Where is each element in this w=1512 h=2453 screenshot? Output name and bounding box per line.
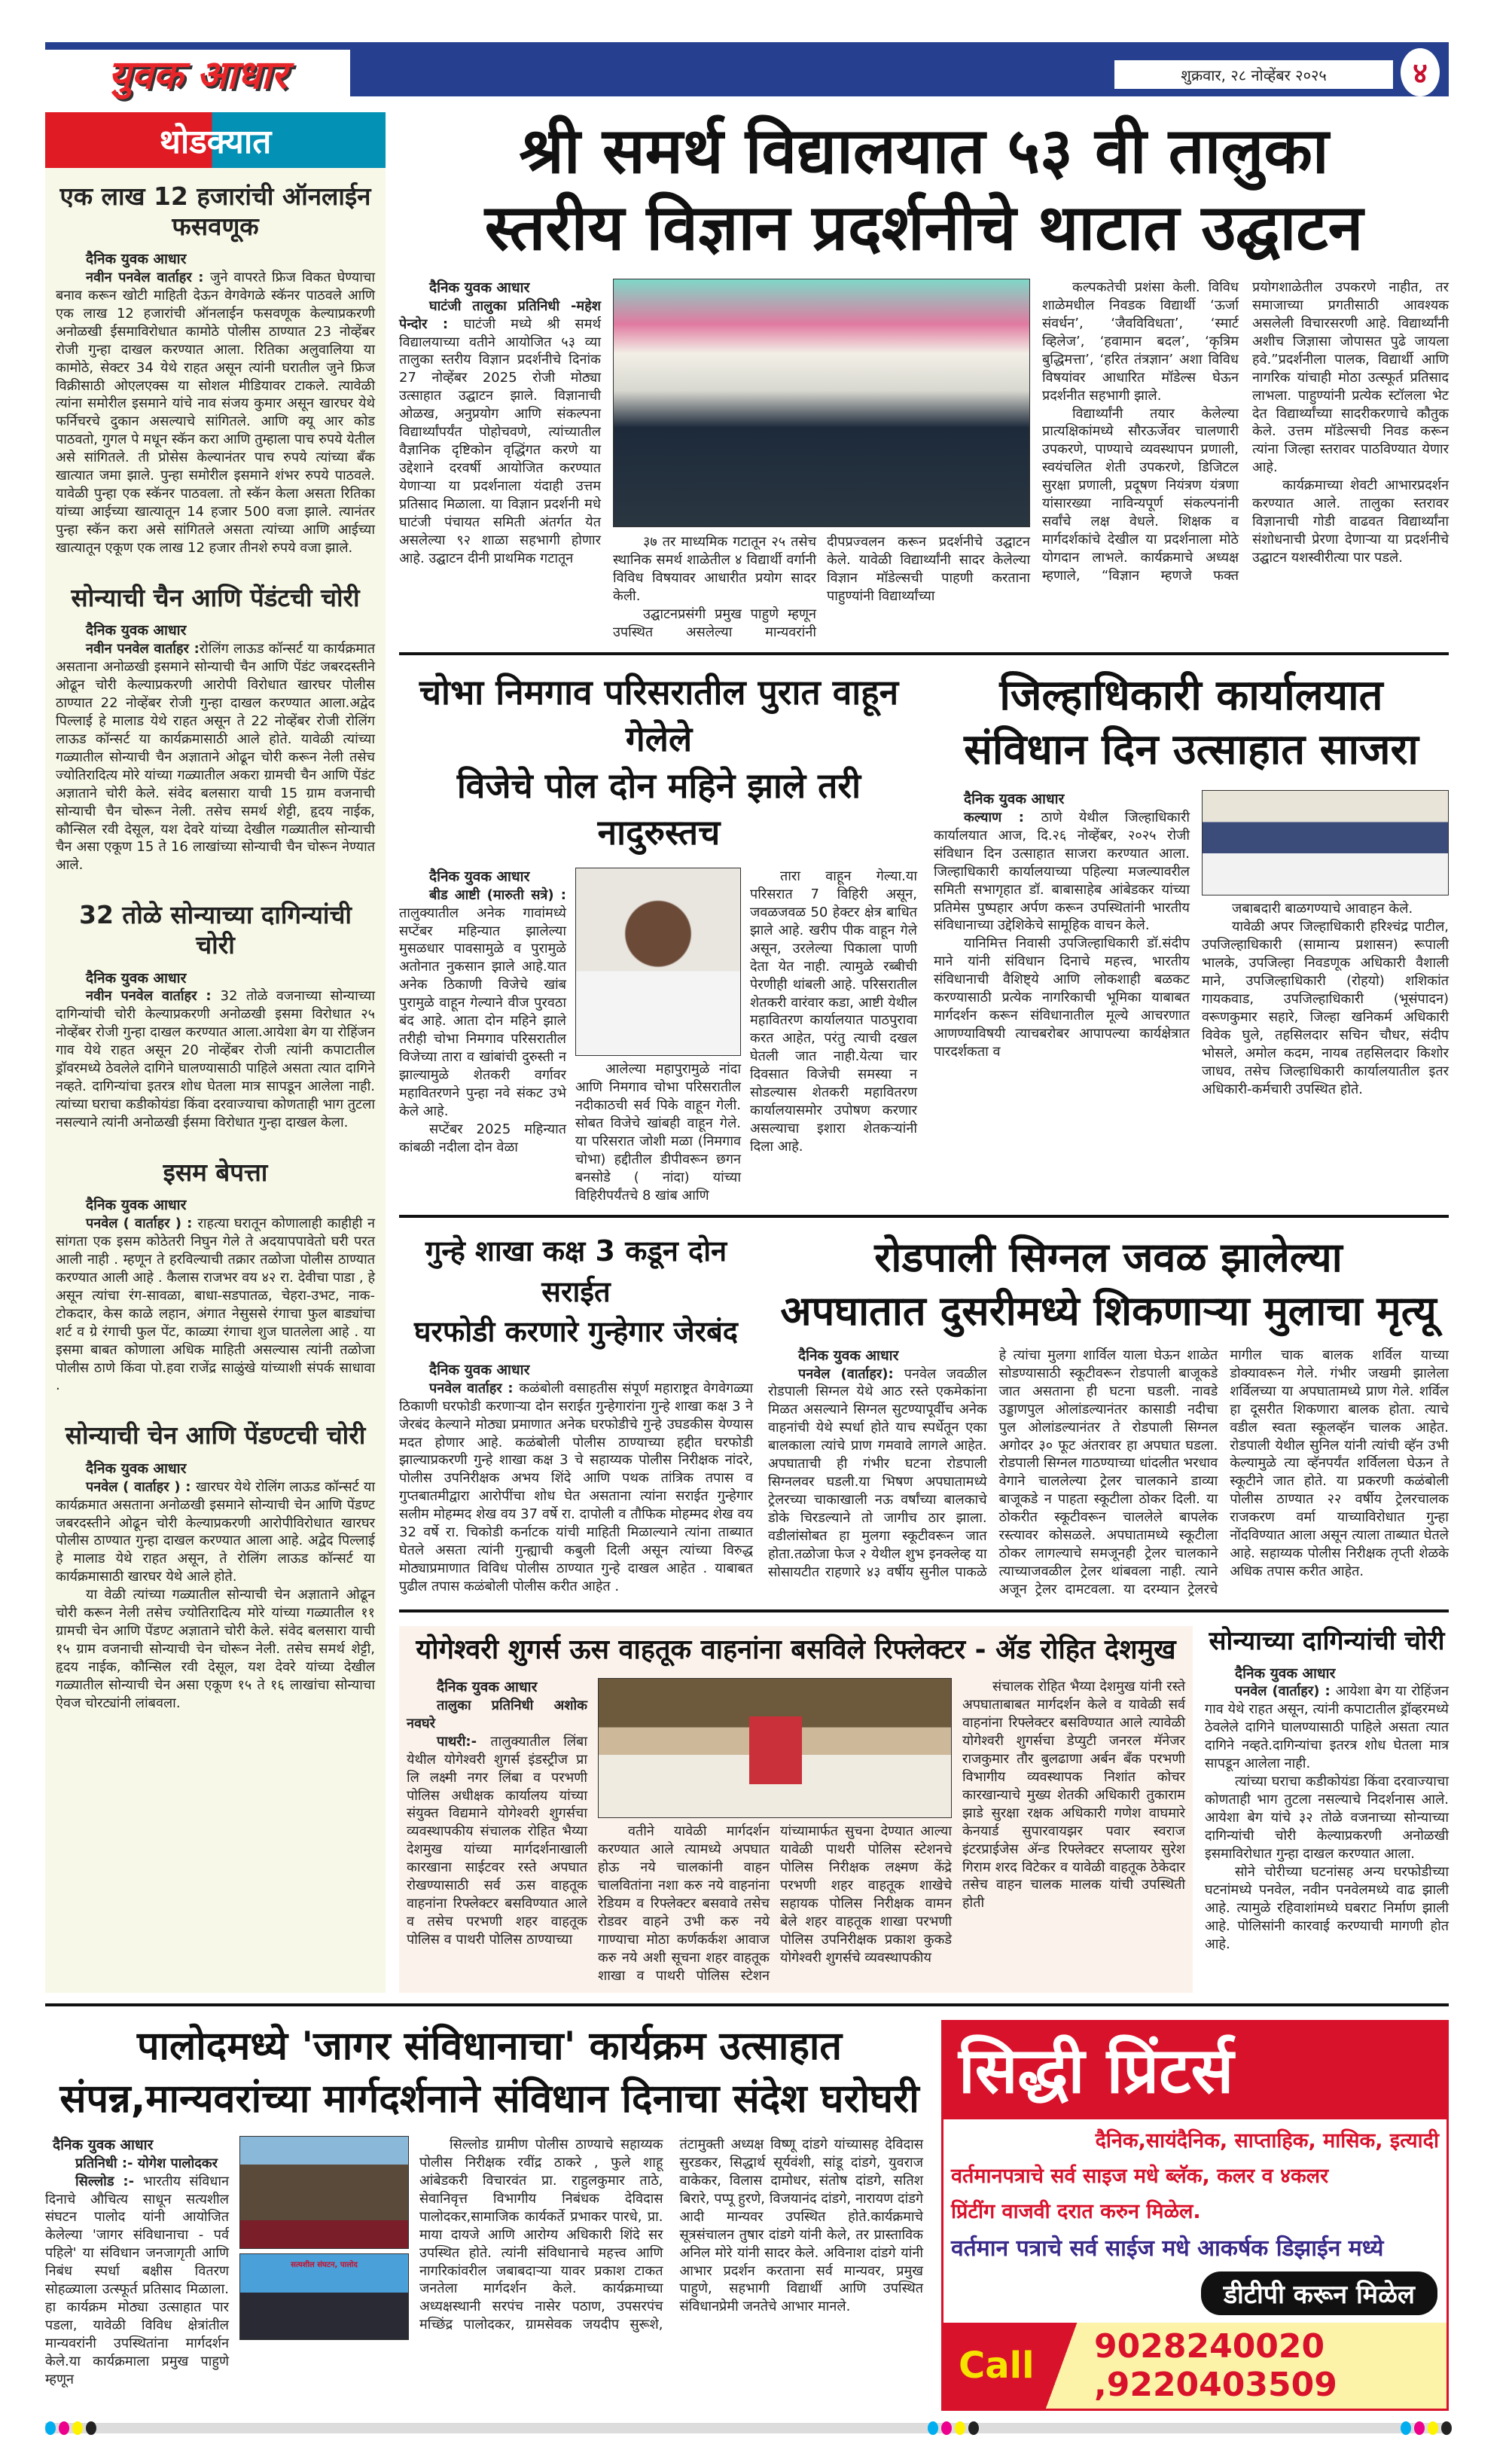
ad-line: वर्तमान पत्राचे सर्व साईज मधे आकर्षक डिझाईन मध्ये [951, 2235, 1384, 2262]
article-body [56, 987, 375, 1132]
paragraph-text: तालुक्यातील अनेक गावांमध्ये सप्टेंबर महिन्यात झालेल्या मुसळधार पावसामुळे व पुरामुळे अतोनात नुकसान झाले आहे.यात अनेक ठिकाणी विजेचे खांब पुरामुळे वाहून गेल्याने वीज पुरवठा बंद आहे. आता दोन महिने झाले तरीही चोभा निमगाव परिसरातील विजेच्या तारा व खांबांची दुरुस्ती न झाल्यामुळे शेतकरी वर्गावर महावितरणने पुन्हा नवे संकट उभे केले आहे. [399, 905, 566, 1119]
palod-col1 [45, 2136, 229, 2389]
article-body [1202, 900, 1449, 1098]
science-exhibition-photo [613, 279, 1030, 527]
registration-color-dots [1401, 2421, 1452, 2435]
headline: एक लाख 12 हजारांची ऑनलाईन फसवणूक [59, 182, 371, 241]
divider [399, 1609, 1449, 1612]
paragraph [934, 809, 1190, 935]
photo-banner-text: सत्यशील संघटन, पालोद [291, 2260, 358, 2269]
crime-branch-headline: गुन्हे शाखा कक्ष 3 कडून दोन सराईत घरफोडी करणारे गुन्हेगार जेरबंद [414, 1234, 738, 1348]
article-body [750, 868, 917, 1156]
accident-article [768, 1231, 1449, 1599]
ad-line: प्रिंटींग वाजवी दरात करुन मिळेल. [951, 2199, 1201, 2223]
dateline: दैनिक युवक आधार [53, 2136, 154, 2153]
chobha-col1 [399, 868, 566, 1157]
paragraph [56, 1215, 375, 1395]
paragraph: या वेळी त्यांच्या गळ्यातील सोन्याची चेन अज्ञाताने ओढून चोरी करून नेली तसेच ज्योतिरादित्य मोरे यांच्या गळ्यातील ११ ग्रामची चेन आणि पेंडण्ट अज्ञाताने चोरी केले. संवेद बलसारा याची १५ ग्राम वजनाची सोन्याची चेन चोरून नेली. तसेच समर्थ शेट्टी, हृदय नाईक, कौन्सिल रवी देसूल, यश देवरे यांच्या देखील गळ्यातील सोन्याची चेन असा एकूण १५ ते १६ लाखांचा सोन्याचा ऐवज चोरट्यांनी लांबवला. [56, 1587, 375, 1711]
article-body [934, 809, 1190, 1061]
palod-headline: पालोदमध्ये 'जागर संविधानाचा' कार्यक्रम उत्साहात संपन्न,मान्यवरांच्या मार्गदर्शनाने संविधान दिनाचा संदेश घरोघरी [59, 2023, 919, 2122]
dateline: दैनिक युवक आधार [86, 1460, 187, 1477]
article-body [56, 1215, 375, 1395]
article-online-fraud [56, 182, 375, 557]
dateline: दैनिक युवक आधार [86, 622, 187, 639]
byline-lead: पाथरी:- [437, 1733, 491, 1750]
paragraph: त्यांच्या घराचा कडीकोयंडा किंवा दरवाज्याचा कोणताही भाग तुटला नसल्याचे निदर्शनास आले. आयेशा बेग यांचे ३२ तोळे वजनाच्या सोन्याच्या दागिन्यांची चोरी केल्याप्रकरणी अनोळखी इसमाविरोधात गुन्हा दाखल करण्यात आला. [1205, 1774, 1449, 1862]
byline-lead: बीड आष्टी (मारुती सत्रे) : [429, 886, 566, 903]
print-margin-bar [45, 2423, 1449, 2433]
article-body [45, 2155, 229, 2389]
phone-numbers[interactable]: 9028240020 ,9220403509 [1094, 2326, 1337, 2404]
dateline: दैनिक युवक आधार [437, 1679, 538, 1696]
paragraph [45, 2173, 229, 2389]
collector-col2 [1202, 790, 1449, 1098]
article-body [1205, 1683, 1449, 1953]
paragraph: यानिमित्त निवासी उपजिल्हाधिकारी डॉ.संदीप माने यांनी संविधान दिनाचे महत्त्व, भारतीय संविधानाची वैशिष्ट्ये आणि लोकशाही बळकट करण्यासाठी प्रत्येक नागरिकाची भूमिका याबाबत मार्गदर्शन करून संविधानातील मूल्ये आचरणात आणण्याविषयी त्याचबरोबर आपापल्या कार्यक्षेत्रात पारदर्शकता व [934, 935, 1190, 1060]
chobha-headline: चोभा निमगाव परिसरातील पुरात वाहून गेलेले विजेचे पोल दोन महिने झाले तरी नादुरुस्तच [419, 671, 899, 853]
paragraph: यावेळी अपर जिल्हाधिकारी हरिश्चंद्र पाटील, उपजिल्हाधिकारी (सामान्य प्रशासन) रूपाली भालके, उपजिल्हा निवडणूक अधिकारी वैशाली माने, उपजिल्हाधिकारी (रोहयो) शशिकांत गायकवाड, उपजिल्हाधिकारी (भूसंपादन) वरूणकुमार सहारे, जिल्हा खनिकर्म अधिकारी विवेक घुले, तहसिलदार सचिन चौधर, संदीप भोसले, अमोल कदम, नायब तहसिलदार किशोर जाधव, तसेच जिल्हाधिकारी कार्यालयातील इतर अधिकारी-कर्मचारी उपस्थित होते. [1202, 919, 1449, 1097]
paragraph: आलेल्या महापुरामुळे नांदा आणि निमगाव चोभा परिसरातील नदीकाठची सर्व पिके वाहून गेली. सोबत विजेचे खांबही वाहून गेले. या परिसरात जोशी मळा (निमगाव चोभा) हद्दीतील डीपीवरून छगन बनसोडे ( नांदा) यांच्या विहिरीपर्यंतचे 8 खांब आणि [575, 1060, 741, 1204]
paragraph-text: 32 तोळे वजनाच्या सोन्याच्या दागिन्यांची चोरी केल्याप्रकरणी अनोळखी इसमा विरोधात २५ नोव्हेंबर रोजी गुन्हा दाखल करण्यात आला.आयेशा बेग या रोहिंजन गाव येथे राहत असून 20 नोव्हेंबर रोजी त्यांनी कपाटातील ड्रॉवरमध्ये ठेवलेले दागिने घालण्यासाठी पाहिले असता त्यात दागिने नव्हते. दागिन्यांचा इतरत्र शोध घेतला मात्र सापडून आलेला नाही. त्यांच्या घराचा कडीकोयंडा किंवा दरवाज्याचा कोणताही भाग तुटला नसल्याने त्यांनी अनोळखी ईसमा विरोधात गुन्हा दाखल केला. [56, 988, 376, 1130]
byline-lead: पनवेल (वार्ताहर) : [1235, 1683, 1336, 1700]
paragraph: कार्यक्रमाच्या शेवटी आभारप्रदर्शन करण्यात आले. तालुका स्तरावर विज्ञानाची गोडी वाढवत विद्यार्थ्यांना संशोधनाची प्रेरणा देणाऱ्या या प्रदर्शनीचे उद्घाटन यशस्वीरीत्या पार पडले. [1252, 477, 1449, 566]
ad-line: वर्तमानपत्राचे सर्व साइज मधे ब्लॅक, कलर व ४कलर [951, 2164, 1329, 2188]
paragraph: विद्यार्थ्यांनी तयार केलेल्या प्रात्यक्षिकांमध्ये सौरऊर्जेवर चालणारी उपकरणे, पाण्याचे व्यवस्थापन प्रणाली, स्वयंचलित शेती उपकरणे, डिजिटल सुरक्षा प्रणाली, प्रदूषण नियंत्रण यंत्रणा यांसारख्या नाविन्यपूर्ण संकल्पनांनी सर्वांचे लक्ष वेधले. शिक्षक व मार्गदर्शकांचे देखील या प्रदर्शनाला मोठे योगदान लाभले. कार्यक्रमाचे अध्यक्ष म्हणाले, “विज्ञान म्हणजे फक्त प्रयोगशाळेतील उपकरणे नाहीत, तर समाजाच्या प्रगतीसाठी आवश्यक असलेली विचारसरणी आहे. विद्यार्थ्यांनी अशीच जिज्ञासा जोपासत पुढे जायला हवे.”प्रदर्शनीला पालक, विद्यार्थी आणि नागरिक यांचाही मोठा उत्स्फूर्त प्रतिसाद लाभला. पाहुण्यांनी प्रत्येक स्टॉलला भेट देत विद्यार्थ्यांच्या सादरीकरणाचे कौतुक केले. उत्तम मॉडेल्सची निवड करून त्यांना जिल्हा स्तरावर पाठविण्यात येणार आहे. [1042, 279, 1449, 584]
article-body [56, 640, 375, 874]
paragraph-text: आयेशा बेग या रोहिंजन गाव येथे राहत असून, त्यांनी कपाटातील ड्रॉव्हरमध्ये ठेवलेले दागिने घालण्यासाठी पाहिले असता त्यात दागिने नव्हते.दागिन्यांचा इतरत्र शोध घेतला मात्र सापडून आलेला नाही. [1205, 1683, 1449, 1772]
byline-lead: तालुका प्रतिनिधी अशोक नवघरे [407, 1697, 587, 1731]
byline-lead: पनवेल ( वार्ताहर ) : [86, 1216, 198, 1231]
paragraph: सिल्लोड ग्रामीण पोलीस ठाण्याचे सहाय्यक पोलीस निरीक्षक रवींद्र ठाकरे , फुले शाहू आंबेडकरी विचारवंत प्रा. राहुलकुमार ताठे, सेवानिवृत्त विभागीय निबंधक देविदास पालोदकर,सामाजिक कार्यकर्ते प्रभाकर पारधे, प्रा. माया दायजे आणि आरोग्य अधिकारी शिंदे सर उपस्थित होते. त्यांनी संविधानाचे महत्त्व आणि नागरिकांवरील जबाबदाऱ्या यावर प्रकाश टाकत जनतेला मार्गदर्शन केले. कार्यक्रमाच्या अध्यक्षस्थानी सरपंच नासेर पठाण, उपसरपंच मच्छिंद्र पालोदकर, ग्रामसेवक जयदीप सुरूशे, तंटामुक्ती अध्यक्ष विष्णू दांडगे यांच्यासह देविदास सुरडकर, सिद्धार्थ सूर्यवंशी, सांडू दांडगे, युवराज वाकेकर, विलास दामोधर, संतोष दांडगे, सतिश बिरारे, पप्पू हुरणे, विजयानंद दांडगे, नारायण दांडगे आदी मान्यवर उपस्थित होते.कार्यक्रमाचे सूत्रसंचालन तुषार दांडगे यांनी केले, तर प्रास्ताविक अनिल मोरे यांनी सादर केले. अविनाश दांडगे यांनी आभार प्रदर्शन करताना सर्व मान्यवर, प्रमुख पाहुणे, सहभागी विद्यार्थी आणि उपस्थित संविधानप्रेमी जनतेचे आभार मानले. [419, 2136, 923, 2333]
yogeshwari-article [399, 1626, 1193, 1993]
paragraph-text: तालुक्यातील लिंबा येथील योगेश्वरी शुगर्स इंडस्ट्रीज प्रा लि लक्ष्मी नगर लिंबा व परभणी पोलिस अधीक्षक कार्यालय यांच्या संयुक्त विद्यमाने योगेश्वरी शुगर्सचा व्यवस्थापकीय संचालक रोहित भैय्या देशमुख यांच्या मार्गदर्शनाखाली कारखाना साईटवर रस्ते अपघात रोखण्यासाठी सर्व ऊस वाहतूक वाहनांना रिफ्लेक्टर बसविण्यात आले व तसेच परभणी शहर वाहतूक पोलिस व पाथरी पोलिस ठाण्याच्या [407, 1733, 587, 1948]
siddhi-printers-ad [941, 2020, 1449, 2411]
byline-lead: पनवेल ( वार्ताहर ) : [86, 1478, 197, 1495]
paragraph: सप्टेंबर 2025 महिन्यात कांबळी नदीला दोन वेळा [399, 1121, 566, 1155]
constitution-day-photo [1202, 790, 1449, 895]
collector-article [934, 669, 1449, 1099]
paragraph [1205, 1683, 1449, 1773]
paragraph: सोने चोरीच्या घटनांसह अन्य घरफोडीच्या घटनांमध्ये पनवेल, नवीन पनवेलमध्ये वाढ झाली आहे. त्यामुळे रहिवाशांमध्ये घबराट निर्माण झाली आहे. पोलिसांनी कारवाई करण्याची मागणी होत आहे. [1205, 1863, 1449, 1952]
paragraph: कल्पकतेची प्रशंसा केली. विविध शाळेमधील निवडक विद्यार्थी ‘ऊर्जा संवर्धन’, ‘जैवविविधता’, ‘स्मार्ट व्हिलेज’, ‘हवामान बदल’, ‘कृत्रिम बुद्धिमत्ता’, ‘हरित तंत्रज्ञान’ अशा विविध विषयांवर आधारित मॉडेल्स घेऊन प्रदर्शनीत सहभागी झाले. [1042, 279, 1239, 404]
masthead [45, 42, 1449, 96]
paragraph [56, 269, 375, 557]
paragraph [399, 1380, 753, 1596]
section-banner: थोडक्यात [45, 112, 386, 168]
article-body [399, 297, 601, 568]
paragraph-text: भारतीय संविधान दिनाचे औचित्य साधून सत्यशील संघटन पालोद यांनी आयोजित केलेल्या 'जागर संविधानाचा - पर्व पहिले' या संविधान जनजागृती आणि निबंध स्पर्धा बक्षीस वितरण सोहळ्याला उत्स्फूर्त प्रतिसाद मिळाला. हा कार्यक्रम मोठ्या उत्साहात पार पडला, यावेळी विविध क्षेत्रांतील मान्यवरांनी उपस्थितांना मार्गदर्शन केले.या कार्यक्रमाला प्रमुख पाहुणे म्हणून [45, 2173, 229, 2387]
reflector-board-icon [749, 1716, 802, 1784]
dateline: दैनिक युवक आधार [964, 791, 1065, 808]
crime-branch-article [399, 1231, 753, 1596]
paragraph [45, 2155, 229, 2173]
jewel-theft-article [1205, 1626, 1449, 1954]
dateline: दैनिक युवक आधार [429, 1362, 530, 1378]
article-body [399, 886, 566, 1157]
yogeshwari-headline: योगेश्वरी शुगर्स ऊस वाहतूक वाहनांना बसविले रिफ्लेक्टर - ॲड रोहित देशमुख [416, 1634, 1176, 1665]
collector-col1 [934, 790, 1190, 1061]
paragraph: तारा वाहून गेल्या.या परिसरात 7 विहिरी असून, जवळजवळ 50 हेक्टर क्षेत्र बाधित झाले आहे. खरीप पीक वाहून गेले असून, उरलेल्या पिकाला पाणी देता येत नाही. त्यामुळे रब्बीची पेरणीही थांबली आहे. परिसरातील शेतकरी वारंवार कडा, आष्टी येथील महावितरण कार्यालयात पाठपुरावा करत आहेत, परंतु त्याची दखल घेतली जात नाही.येत्या चार दिवसात विजेची समस्या न सोडल्यास शेतकरी महावितरण कार्यालयासमोर उपोषण करणार असल्याचा इशारा शेतकऱ्यांनी दिला आहे. [750, 868, 917, 1155]
article-body [1042, 279, 1449, 585]
paragraph-text: राहत्या घरातून कोणालाही काहीही न सांगता एक इसम कोठेतरी निघुन गेले ते अदयापपावेतो घरी परत आली नाही . म्हणून ते हरविल्याची तक्रार तळोजा पोलीस ठाण्यात करण्यात आली आहे . कैलास राजभर वय ४२ रा. देवीचा पाडा , हे असून त्यांचा रंग-सावळा, बाधा-सडपातळ, चेहरा-उभट, नाक-टोकदार, केस काळे लहान, अंगात नेसुससे रंगाचा फुल बाड्यांचा शर्ट व ग्रे रंगाची फुल पेंट, काळ्या रंगाचा शुज घातलेला आहे . या इसमा बाबत कोणाला अधिक माहिती असल्यास त्यांनी तळोजा पोलीस ठाणे किंवा पो.हवा राजेंद्र साळुंखे यांच्याशी संपर्क साधावा . [56, 1216, 375, 1394]
paragraph [56, 987, 375, 1132]
farmer-portrait-photo [575, 868, 741, 1056]
lead-story-middle [613, 279, 1030, 642]
paragraph: उद्घाटनप्रसंगी प्रमुख पाहुणे म्हणून उपस्थित असलेल्या मान्यवरांनी दीपप्रज्वलन करून प्रदर्शनीचे उद्घाटन केले. यावेळी विद्यार्थ्यांनी सादर केलेल्या विज्ञान मॉडेल्सची पाहणी करताना पाहुण्यांनी विद्यार्थ्यांच्या [613, 533, 1030, 640]
article-body [613, 533, 1030, 642]
headline: सोन्याची चैन आणि पेंडंटची चोरी [71, 582, 360, 612]
dateline: दैनिक युवक आधार [86, 251, 187, 268]
paragraph: ३७ तर माध्यमिक गटातून २५ तसेच स्थानिक समर्थ शाळेतील ४ विद्यार्थी वर्गानी विविध विषयावर आधारीत प्रयोग सादर केली. [613, 533, 816, 604]
crime-branch-body [399, 1361, 753, 1596]
chobha-col2 [575, 868, 741, 1205]
paragraph [407, 1733, 587, 1949]
dateline: दैनिक युवक आधार [86, 1197, 187, 1214]
headline: सोन्याची चेन आणि पेंडण्टची चोरी [65, 1420, 366, 1451]
paragraph-text: खारघर येथे रोलिंग लाऊड कॉन्सर्ट या कार्यक्रमात असताना अनोळखी इसमाने सोन्याची चेन आणि पेंडण्ट जबरदस्तीने ओढून चोरी केल्याप्रकरणी आरोपीविरोधात खारघर पोलीस ठाण्यात गुन्हा दाखल करण्यात आला आहे. अद्वेद पिल्लाई हे मालाड येथे राहत असून, ते रोलिंग लाऊड कॉन्सर्ट या कार्यक्रमासाठी खारघर येथे आले होते. [56, 1478, 375, 1585]
article-body [598, 1823, 952, 1985]
yogeshwari-middle [598, 1678, 952, 1985]
left-news-column [45, 168, 386, 1993]
divider [45, 2003, 1449, 2006]
paragraph [768, 1347, 1449, 1599]
byline-lead: पनवेल (वार्ताहर): [798, 1365, 904, 1382]
headline: इसम बेपत्ता [163, 1157, 268, 1187]
paragraph-text: पनवेल जवळील रोडपाली सिग्नल येथे आठ रस्ते एकमेकांना मिळत असल्याने सिग्नल सुटण्यापूर्वीच अनेक वाहनांची येथे स्पर्धा होते याच स्पर्धेतून एका बालकाला त्यांचे प्राण गमवावे लागले आहेत. अपघाताची ही गंभीर घटना रोडपाली सिग्नलवर घडली.या भिषण अपघातामध्ये ट्रेलरच्या चाकाखाली नऊ वर्षांच्या बालकाचे डोके चिरडल्याने तो जागीच ठार झाला. वडीलांसोबत हा मुलगा स्कूटीवरून जात होता.तळोजा फेज २ येथील शुभ इनक्लेव्ह या सोसायटीत राहणारे ४३ वर्षीय सुनील पाकळे हे त्यांचा मुलगा शार्विल याला घेऊन शाळेत सोडण्यासाठी स्कूटीवरून रोडपाली बाजूकडे जात असताना ही घटना घडली. नावडे उड्डाणपुल ओलांडल्यानंतर कासाडी नदीचा पुल ओलांडल्यानंतर ते रोडपाली सिग्नल अगोदर ३० फूट अंतरावर हा अपघात घडला. रोडपाली सिग्नल गाठण्याच्या धांदलीत भरधाव वेगाने चाललेल्या ट्रेलर चालकाने डाव्या बाजूकडे न पाहता स्कूटीला ठोकर दिली. या ठोकरीत स्कूटीवरून चाललेले बापलेक रस्त्यावर कोसळले. अपघातामध्ये स्कूटीला ठोकर लागल्याचे समजूनही ट्रेलर चालकाने त्याच्याजवळील ट्रेलर थांबवला नाही. त्याने अजून ट्रेलर दामटवला. या दरम्यान ट्रेलरचे मागील चाक बालक शर्विल याच्या डोक्यावरून गेले. गंभीर जखमी झालेला शर्विलच्या या अपघातामध्ये प्राण गेले. शर्विल हा दूसरीत शिकणारा बालक होता. त्याचे वडील स्वता स्कूलव्हॅन चालक आहेत. रोडपाली येथील सुनिल यांनी त्यांची व्हॅन उभी केल्यामुळे त्या व्हॅनपर्यंत शर्विलला घेऊन ते स्कूटीने जात होते. या प्रकरणी कळंबोली पोलीस ठाण्यात २२ वर्षीय ट्रेलरचालक राजकरण वर्मा याच्याविरोधात गुन्हा नोंदविण्यात आला असून त्याला ताब्यात घेतले आहे. सहाय्यक पोलीस निरीक्षक तृप्ती शेळके अधिक तपास करीत आहेत. [768, 1347, 1449, 1597]
palod-article [45, 2020, 934, 2389]
paragraph [407, 1697, 587, 1733]
paragraph-text: घाटंजी मध्ये श्री समर्थ विद्यालयाच्या वतीने आयोजित ५३ व्या तालुका स्तरीय विज्ञान प्रदर्शनीचे दिनांक 27 नोव्हेंबर 2025 रोजी मोठ्या उत्साहात उद्घाटन झाले. विज्ञानाची ओळख, अनुप्रयोग आणि संकल्पना विद्यार्थ्यांपर्यंत पोहोचवणे, त्यांच्यातील वैज्ञानिक दृष्टिकोन वृद्धिंगत करणे या उद्देशाने दरवर्षी आयोजित करण्यात येणाऱ्या या प्रदर्शनाला यंदाही उत्तम प्रतिसाद मिळाला. या विज्ञान प्रदर्शनी मधे घाटंजी पंचायत समिती अंतर्गत येत असलेल्या ९२ शाळा सहभागी होणार आहे. उद्घाटन दीनी प्राथमिक गटातून [399, 316, 601, 566]
article-body [407, 1697, 587, 1949]
dateline: दैनिक युवक आधार [86, 969, 187, 987]
byline-lead: कल्याण : [964, 809, 1041, 825]
reflector-event-photo [598, 1678, 952, 1818]
registration-color-dots [928, 2421, 979, 2435]
lead-story-row [399, 279, 1449, 642]
paragraph-text: ठाणे येथील जिल्हाधिकारी कार्यालयात आज, दि.२६ नोव्हेंबर, २०२५ रोजी संविधान दिन उत्साहात साजरा करण्यात आला. जिल्हाधिकारी कार्यालयाच्या पहिल्या मजल्यावरील समिती सभागृहात डॉ. बाबासाहेब आंबेडकर यांच्या प्रतिमेस पुष्पहार अर्पण करून उपस्थितांनी भारतीय संविधानाच्या उद्देशिकेचे सामूहिक वाचन केले. [934, 809, 1190, 934]
paragraph [399, 297, 601, 568]
article-chain-pendant-theft-2 [56, 1420, 375, 1712]
article-body [768, 1347, 1449, 1599]
paragraph [399, 886, 566, 1121]
palod-photos [239, 2136, 409, 2340]
chobha-article [399, 669, 919, 1205]
dateline: दैनिक युवक आधार [798, 1347, 899, 1364]
yogeshwari-col1 [407, 1678, 587, 1949]
lead-story-col1 [399, 279, 601, 568]
byline-lead: सिल्लोड :- [75, 2173, 143, 2189]
lead-headline: श्री समर्थ विद्यालयात ५३ वी तालुका स्तरीय विज्ञान प्रदर्शनीचे थाटात उद्घाटन [484, 114, 1364, 265]
accident-body [768, 1347, 1449, 1599]
palod-award-photo [239, 2253, 409, 2340]
paragraph-text: कळंबोली वसाहतीस संपूर्ण महाराष्ट्रत वेगवेगळ्या ठिकाणी घरफोडी करणाऱ्या दोन सराईत गुन्हेगारांना गुन्हे शाखा कक्ष 3 ने जेरबंद केल्याने मोठ्या प्रमाणात अनेक घरफोडीचे गुन्हे उघडकीस येण्यास मदत होणार आहे. कळंबोली पोलीस ठाण्याच्या हद्दीत घरफोडी झाल्याप्रकरणी गुन्हे शाखा कक्ष 3 चे सहाय्यक पोलीस निरीक्षक नांदरे, पोलीस उपनिरीक्षक अभय शिंदे आणि पथक तांत्रिक तपास व गुप्तबातमीद्वारा आरोपींचा शोध घेत असताना त्यांना सराईत गुन्हेगार सलीम मोहम्मद शेख वय 37 वर्षे रा. दापोली व तौफिक मोहम्मद शेख वय 32 वर्षे रा. चिकोडी कर्नाटक यांची माहिती मिळाल्याने त्यांना ताब्यात घेतले असता त्यांनी गुन्ह्याची कबुली दिली असून त्यांच्या विरुद्ध मोठ्याप्रमाणात विविध पोलीस ठाण्यात गुन्हे दाखल आहेत . याबाबत पुढील तपास कळंबोली पोलीस करीत आहेत . [399, 1380, 754, 1594]
dateline: दैनिक युवक आधार [429, 868, 530, 885]
divider [399, 1215, 1449, 1218]
palod-stage-photo [239, 2136, 409, 2249]
call-label: Call [959, 2344, 1035, 2387]
dtp-pill: डीटीपी करून मिळेल [1201, 2271, 1437, 2315]
headline: सोन्याच्या दागिन्यांची चोरी [1209, 1625, 1445, 1656]
paragraph: वतीने यावेळी मार्गदर्शन करण्यात आले त्यामध्ये अपघात होऊ नये चालकांनी वाहन चालवितांना नशा करु नये वाहनांना रेडियम व रिफ्लेक्टर बसवावे तसेच रोडवर वाहने उभी करु नये गाण्याचा मोठा कर्णकर्कश आवाज करु नये अशी सूचना शहर वाहतूक शाखा व पाथरी पोलिस स्टेशन यांच्यामार्फत सुचना देण्यात आल्या यावेळी पाथरी पोलिस स्टेशनचे पोलिस निरीक्षक लक्ष्मण केंद्रे परभणी शहर वाहतूक शाखेचे सहायक पोलिस निरीक्षक वामन बेले शहर वाहतूक शाखा परभणी पोलिस उपनिरीक्षक प्रकाश कुकडे योगेश्वरी शुगर्सचे व्यवस्थापकीय [598, 1823, 952, 1984]
article-body [575, 1060, 741, 1205]
article-body [56, 1478, 375, 1713]
page-number: ४ [1401, 48, 1440, 96]
byline-lead: नवीन पनवेल वार्ताहर : [86, 269, 211, 285]
paragraph-text: रोलिंग लाऊड कॉन्सर्ट या कार्यक्रमात असताना अनोळखी इसमाने सोन्याची चैन आणि पेंडंट जबरदस्तीने ओढून चोरी केल्याप्रकरणी आरोपी विरोधात खारघर पोलीस ठाण्यात 22 नोव्हेंबर रोजी गुन्हा दाखल करण्यात आला.अद्वेद पिल्लाई हे मालाड येथे राहत असून ते 22 नोव्हेंबर रोजी रोलिंग लाऊड कॉन्सर्ट या कार्यक्रमासाठी आले होते. यावेळी त्यांच्या गळ्यातील सोन्याची चैन अज्ञाताने ओढून चोरी करून नेली तसेच ज्योतिरादित्य मोरे यांच्या गळ्यातील अकरा ग्रामची चैन आणि पेंडंट अज्ञाताने चोरी केले. संवेद बलसारा याची 15 ग्राम वजनाची सोन्याची चैन चोरून नेली. तसेच समर्थ शेट्टी, हृदय नाईक, कौन्सिल रवी देसूल, यश देवरे यांच्या देखील गळ्यातील सोन्याची चैन असा एकूण 15 ते 16 लाखांच्या सोन्याची चैन चोरून नेण्यात आले. [56, 641, 375, 874]
byline-lead: पनवेल वार्ताहर : [429, 1380, 520, 1396]
newspaper-logo: युवक आधार [45, 50, 350, 96]
byline-lead: घाटंजी तालुका प्रतिनिधी -महेश पेन्दोर : [399, 297, 601, 332]
article-body [419, 2136, 923, 2334]
ad-line: दैनिक,सायंदैनिक, साप्ताहिक, मासिक, इत्यादी [1095, 2128, 1439, 2152]
article-32-tola-theft [56, 900, 375, 1131]
byline-lead: नवीन पनवेल वार्ताहर : [86, 988, 221, 1005]
dateline: दैनिक युवक आधार [429, 279, 530, 296]
divider [399, 652, 1449, 655]
accident-headline: रोडपाली सिग्नल जवळ झालेल्या अपघातात दुसरीमध्ये शिकणाऱ्या मुलाचा मृत्यू [780, 1234, 1437, 1335]
ad-title: सिद्धी प्रिंटर्स [943, 2022, 1446, 2119]
paragraph [56, 640, 375, 874]
article-body [399, 1380, 753, 1596]
byline-lead: नवीन पनवेल वार्ताहर : [86, 641, 200, 657]
ad-call-strip [943, 2323, 1446, 2409]
collector-headline: जिल्हाधिकारी कार्यालयात संविधान दिन उत्साहात साजरा [964, 670, 1419, 775]
paragraph-text: जुने वापरते फ्रिज विकत घेण्याचा बनाव करून खोटी माहिती देऊन वेगवेगळे स्कॅनर पाठवले आणि एक लाख 12 हजारांची ऑनलाईन फसवणूक केल्याप्रकरणी अनोळखी ईसमाविरोधात कामोठे पोलीस ठाण्यात 23 नोव्हेंबर रोजी गुन्हा दाखल करण्यात आला. रितिका अलुवालिया या कामोठे, सेक्टर 34 येथे राहत असून त्यांनी घरातील जुने फ्रिज विक्रीसाठी ओएलएक्स या सोशल मीडियावर टाकले. त्यावेळी त्यांना समोरील इसमाने यांचे नाव संजय कुमार असून खारघर येथे फर्निचरचे दुकान असल्याचे सांगितले. आणि क्यू आर कोड पाठवतो, गुगल पे मधून स्कॅन करा आणि तुम्हाला पाच रुपये येतील असे सांगितले. ती प्रोसेस केल्यानंतर पाच रुपये त्यांच्या बँक खात्यात जमा झाले. पुन्हा समोरील इसमाने शंभर रुपये पाठवले. यावेळी पुन्हा एक स्कॅनर पाठवला. तो स्कॅन केला असता रितिका यांच्या आईच्या खात्यातून 14 हजार 500 वजा झाले. त्यानंतर पुन्हा स्कॅन करा असे सांगितले असता त्यांच्या आणि आईच्या खात्यातून एकूण एक लाख 12 हजार तीनशे रुपये वजा झाले. [56, 269, 376, 556]
registration-color-dots [45, 2421, 96, 2435]
paragraph [56, 1478, 375, 1587]
article-body [56, 269, 375, 557]
headline: 32 तोळे सोन्याच्या दागिन्यांची चोरी [79, 900, 352, 960]
paragraph: जबाबदारी बाळगण्याचे आवाहन केले. [1232, 901, 1413, 917]
article-chain-pendant-theft [56, 583, 375, 874]
article-body [962, 1678, 1185, 1912]
paragraph: संचालक रोहित भैय्या देशमुख यांनी रस्ते अपघाताबाबत मार्गदर्शन केले व यावेळी सर्व वाहनांना रिफ्लेक्टर बसविण्यात आले त्यावेळी योगेश्वरी शुगर्सचा डेप्युटी जनरल मॅनेजर राजकुमार तौर बुलढाणा अर्बन बँक परभणी विभागीय व्यवस्थापक निशांत कोचर कारखान्याचे मुख्य शेतकी अधिकारी तुकाराम झाडे सुरक्षा रक्षक अधिकारी गणेश वाघमारे केनयार्ड सुपारवायझर पवार स्वराज इंटरप्राईजेस ॲन्ड रिफ्लेक्टर सप्लायर सुरेश गिराम शरद विटेकर व यावेळी वाहतूक ठेकेदार तसेच वाहन चालक मालक यांची उपस्थिती होती [962, 1679, 1185, 1911]
footer [45, 2421, 1449, 2438]
dateline: दैनिक युवक आधार [1235, 1664, 1336, 1682]
issue-date: शुक्रवार, २८ नोव्हेंबर २०२५ [1114, 60, 1393, 89]
byline-lead: प्रतिनिधी :- योगेश पालोदकर [75, 2155, 218, 2171]
article-missing-person [56, 1158, 375, 1396]
